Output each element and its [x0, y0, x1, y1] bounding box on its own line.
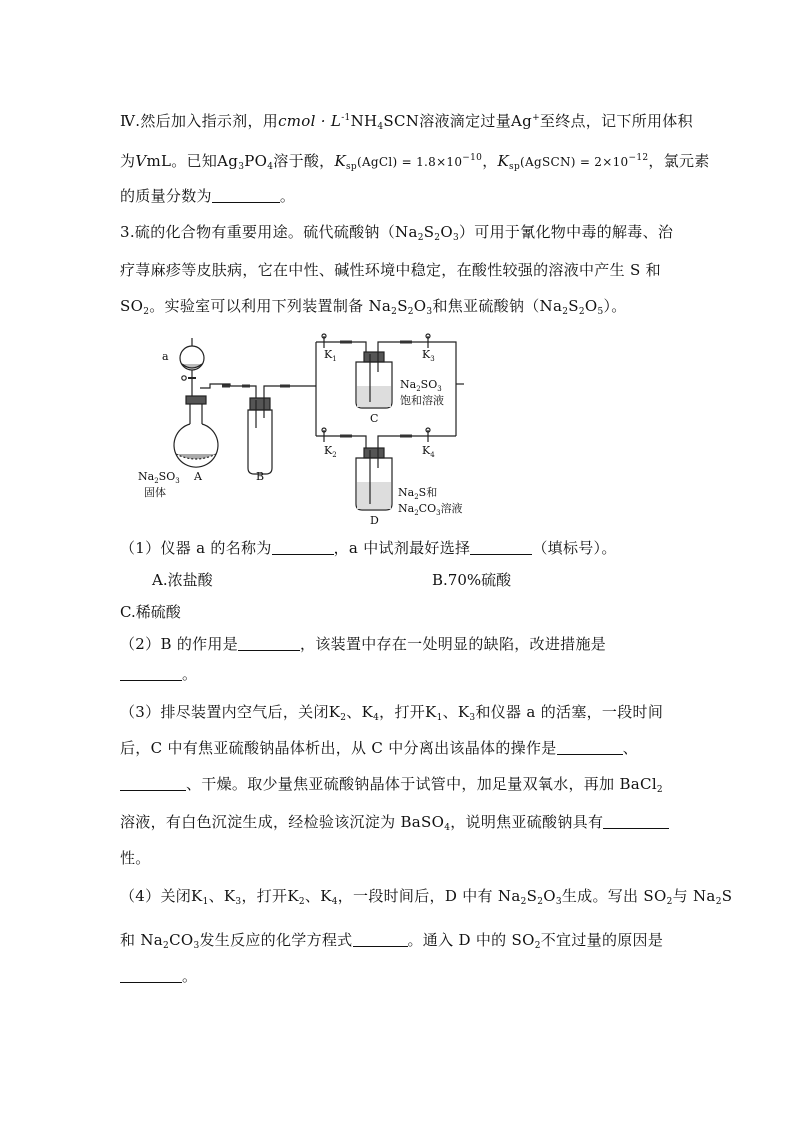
answer-blank[interactable] [238, 636, 300, 651]
sub4-line1: （4）关闭$K_1$、$K_3$，打开$K_2$、$K_4$，一段时间后，D 中有 $Na_2S_2O_3$生成。写出 $SO_2$与 $Na_2S$ [120, 887, 733, 907]
q3-line2: 疗荨麻疹等皮肤病，它在中性、碱性环境中稳定，在酸性较强的溶液中产生 S 和 [120, 261, 661, 279]
sub2-line2: 。 [120, 664, 680, 684]
flask-a-reagent: $Na_2SO_3$ [138, 470, 180, 485]
q2-step4-line1: Ⅳ.然后加入指示剂，用cmol · $L^{-1}NH_4SCN$溶液滴定过量Ag+至终点，记下所用体积 [120, 112, 693, 132]
label-D: D [370, 514, 379, 527]
sub4-line3: 。 [120, 966, 680, 986]
option-b: B.70%硫酸 [432, 571, 512, 589]
answer-blank[interactable] [120, 666, 182, 681]
funnel-a [180, 338, 204, 400]
bottle-c-reagent: $Na_2SO_3$ [400, 378, 442, 393]
answer-blank[interactable] [120, 968, 182, 983]
sub3-line5: 性。 [120, 849, 151, 867]
sub3-line4: 溶液，有白色沉淀生成，经检验该沉淀为 BaSO$_4$，说明焦亚硫酸钠具有 [120, 812, 680, 838]
bottle-d-reagent-2: $Na_2CO_3$溶液 [398, 502, 463, 517]
flask-a-state: 固体 [144, 486, 166, 499]
answer-blank[interactable] [353, 932, 408, 947]
q3-line3: $SO_2$。实验室可以利用下列装置制备 $Na_2S_2O_3$和焦亚硫酸钠$(Na_2S_2O_5)$。 [120, 297, 627, 317]
answer-blank[interactable] [470, 540, 532, 555]
label-C: C [370, 412, 379, 425]
q3-line1: 3.硫的化合物有重要用途。硫代硫酸钠$(Na_2S_2O_3)$可用于氰化物中毒的解毒、治 [120, 223, 674, 243]
bottle-b [248, 398, 272, 474]
sub3-line2: 后，C 中有焦亚硫酸钠晶体析出，从 C 中分离出该晶体的操作是 、 [120, 739, 638, 757]
label-k2: $K_2$ [324, 444, 337, 459]
apparatus-diagram [130, 328, 480, 528]
label-A: A [194, 470, 202, 483]
answer-blank[interactable] [603, 814, 669, 829]
option-a: A.浓盐酸 [152, 571, 213, 589]
sub3-line1: （3）排尽装置内空气后，关闭$K_2$、$K_4$，打开$K_1$、$K_3$和仪器 a 的活塞，一段时间 [120, 703, 664, 723]
label-k1: $K_1$ [324, 348, 337, 363]
sub1-stem: （1）仪器 a 的名称为 ，a 中试剂最好选择 （填标号）。 [120, 539, 617, 557]
answer-blank[interactable] [120, 776, 186, 791]
label-k3: $K_3$ [422, 348, 435, 363]
option-c: C.稀硫酸 [120, 603, 181, 621]
q2-step4-line3: 的质量分数为 。 [120, 187, 296, 205]
answer-blank[interactable] [557, 740, 623, 755]
bottle-c-state: 饱和溶液 [400, 394, 444, 407]
label-a: a [162, 350, 169, 363]
label-k4: $K_4$ [422, 444, 435, 459]
bottle-d-reagent-1: $Na_2S$和 [398, 486, 438, 501]
bottle-d [356, 448, 392, 510]
flask-a [174, 396, 218, 467]
label-B: B [256, 470, 265, 483]
bottle-c [356, 352, 392, 408]
answer-blank[interactable] [212, 188, 280, 203]
sub3-line3: 、干燥。取少量焦亚硫酸钠晶体于试管中，加足量双氧水，再加 BaCl$_2$ [120, 774, 680, 800]
q2-step4-line2: 为VmL。已知$Ag_3PO_4$溶于酸，$K_{sp}(AgCl) = 1.8\times 10^{-10}$，$K_{sp}(AgSCN) = 2\times 10^{-12}$，氯元素 [120, 152, 710, 172]
sub2-line1: （2）B 的作用是 ，该装置中存在一处明显的缺陷，改进措施是 [120, 635, 607, 653]
sub4-line2: 和 $Na_2CO_3$发生反应的化学方程式 。通入 D 中的 $SO_2$不宜过量的原因是 [120, 931, 664, 951]
answer-blank[interactable] [272, 540, 334, 555]
